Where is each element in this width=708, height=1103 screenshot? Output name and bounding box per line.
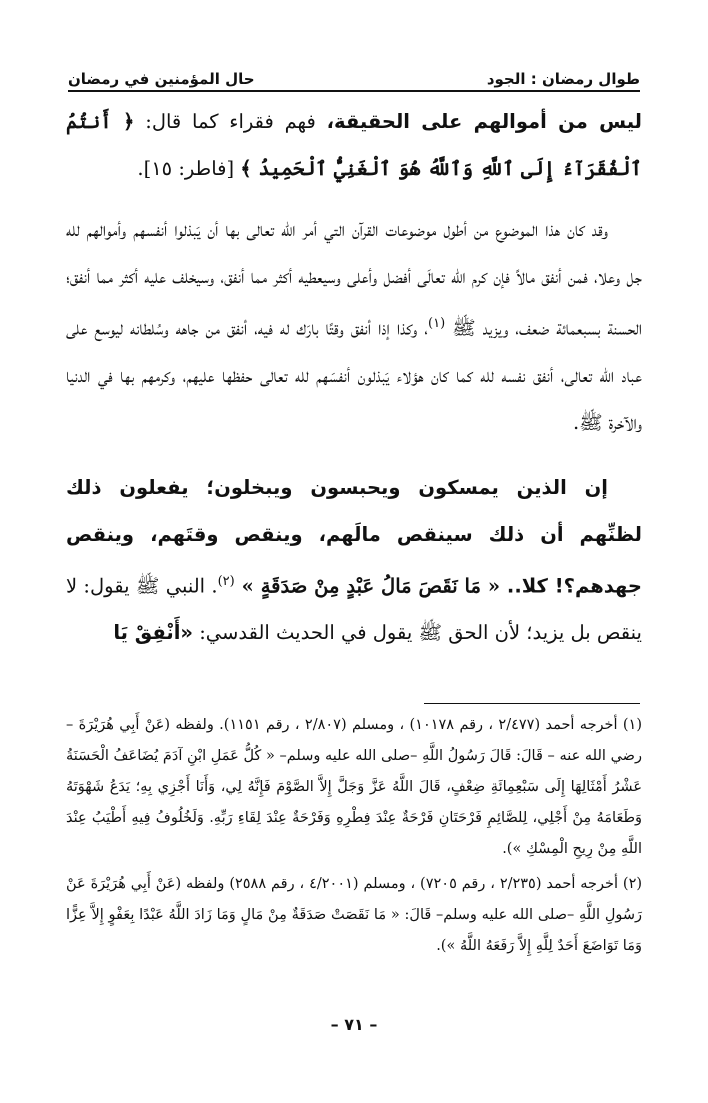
footnote-separator (424, 703, 640, 704)
paragraph-1 (66, 98, 642, 192)
paragraph-3-text: . النبي ﷺ يقول: لا ينقص بل يزيد؛ لأن الحق ﷺ يقول في الحديث القدسي: (66, 574, 642, 644)
hadith-quote: « مَا نَقَصَ مَالُ عَبْدٍ مِنْ صَدَقَةٍ » (234, 574, 507, 597)
header-book-title: حال المؤمنين في رمضان (68, 70, 255, 88)
paragraph-2 (66, 206, 642, 446)
running-header (68, 62, 640, 92)
paragraph-2-text-b: ، وكذا إذا أنفق وقتًا بارَك له فيه، أنفق من جاهه وسُلطانه ليوسع على عباد الله تعالى، أنفق نفسه لله كما كان هؤلاء يَبذلون أنفسَهم لله تعالى حفظها عليهم، وكرمهم بها في الدنيا والآخرة ﷺ. (66, 316, 642, 434)
page-number: – ٧١ – (330, 1015, 378, 1034)
footnote-1: (١) أخرجه أحمد (٢/٤٧٧ ، رقم ١٠١٧٨) ، ومسلم (٢/٨٠٧ ، رقم ١١٥١). ولفظه (عَنْ أَبِي هُرَيْرَةَ – رضي الله عنه – قَالَ: قَالَ رَسُولُ اللَّهِ –صلى الله عليه وسلم– « كُلُّ عَمَلِ ابْنِ آدَمَ يُضَاعَفُ الْحَسَنَةُ عَشْرُ أَمْثَالِهَا إِلَى سَبْعِمِائَةِ ضِعْفٍ، قَالَ اللَّهُ عَزَّ وَجَلَّ إِلاَّ الصَّوْمَ فَإِنَّهُ لِي، وَأَنَا أَجْزِي بِهِ؛ يَدَعُ شَهْوَتَهُ وَطَعَامَهُ مِنْ أَجْلِي، لِلصَّائِمِ فَرْحَتَانِ فَرْحَةٌ عِنْدَ فِطْرِهِ وَفَرْحَةٌ عِنْدَ لِقَاءِ رَبِّهِ. وَلَخُلُوفُ فِيهِ أَطْيَبُ عِنْدَ اللَّهِ مِنْ رِيحِ الْمِسْكِ »). (66, 717, 643, 857)
main-text (66, 98, 642, 656)
verse-reference: [فاطر: ١٥]. (137, 157, 241, 180)
quran-verse: ﴿ أَنتُمُ ٱلْفُقَرَآءُ إِلَى ٱللَّهِ وَٱللَّهُ هُوَ ٱلْغَنِيُّ ٱلْحَمِيدُ ﴾ (66, 110, 642, 180)
footnote-ref-2: (٢) (217, 573, 235, 589)
paragraph-3-bold-end: «أَنْفِقْ يَا (113, 621, 193, 644)
footnotes (66, 710, 642, 966)
footnote-2: (٢) أخرجه أحمد (٢/٢٣٥ ، رقم ٧٢٠٥) ، ومسلم (٤/٢٠٠١ ، رقم ٢٥٨٨) ولفظه (عَنْ أَبِي هُرَيْرَةَ عَنْ رَسُولِ اللَّهِ –صلى الله عليه وسلم– قَالَ: « مَا نَقَصَتْ صَدَقَةٌ مِنْ مَالٍ وَمَا زَادَ اللَّهُ عَبْدًا بِعَفْوٍ إِلاَّ عِزًّا وَمَا تَوَاضَعَ أَحَدٌ لِلَّهِ إِلاَّ رَفَعَهُ اللَّهُ »). (66, 876, 643, 954)
header-chapter-title: طوال رمضان : الجود (486, 70, 640, 88)
paragraph-3 (66, 464, 642, 657)
paragraph-2-text-a: وقد كان هذا الموضوع من أطول موضوعات القرآن التي أمر الله تعالى بها أن يَبذلوا أنفسهم وأموالهم لله جل وعلا، فمن أنفق مالاً فإن كرم الله تعالَى أفضل وأعلى وسيعطيه أكثر مما أنفق، وسيخلف عليه أكثر مما أنفق؛ الحسنة بسبعمائة ضعف، ويزيد ﷺ (66, 218, 642, 340)
paragraph-1-text: فهم فقراء كما قال: (134, 110, 327, 133)
paragraph-3-bold-text: إن الذين يمسكون ويحبسون ويبخلون؛ يفعلون ذلك لظنِّهم أن ذلك سينقص مالَهم، وينقص وقتَهم، وينقص جهدهم؟! كلا.. (66, 475, 642, 597)
footnote-ref-1: (١) (428, 316, 446, 331)
paragraph-1-bold-lead: ليس من أموالهم على الحقيقة، (326, 110, 642, 133)
